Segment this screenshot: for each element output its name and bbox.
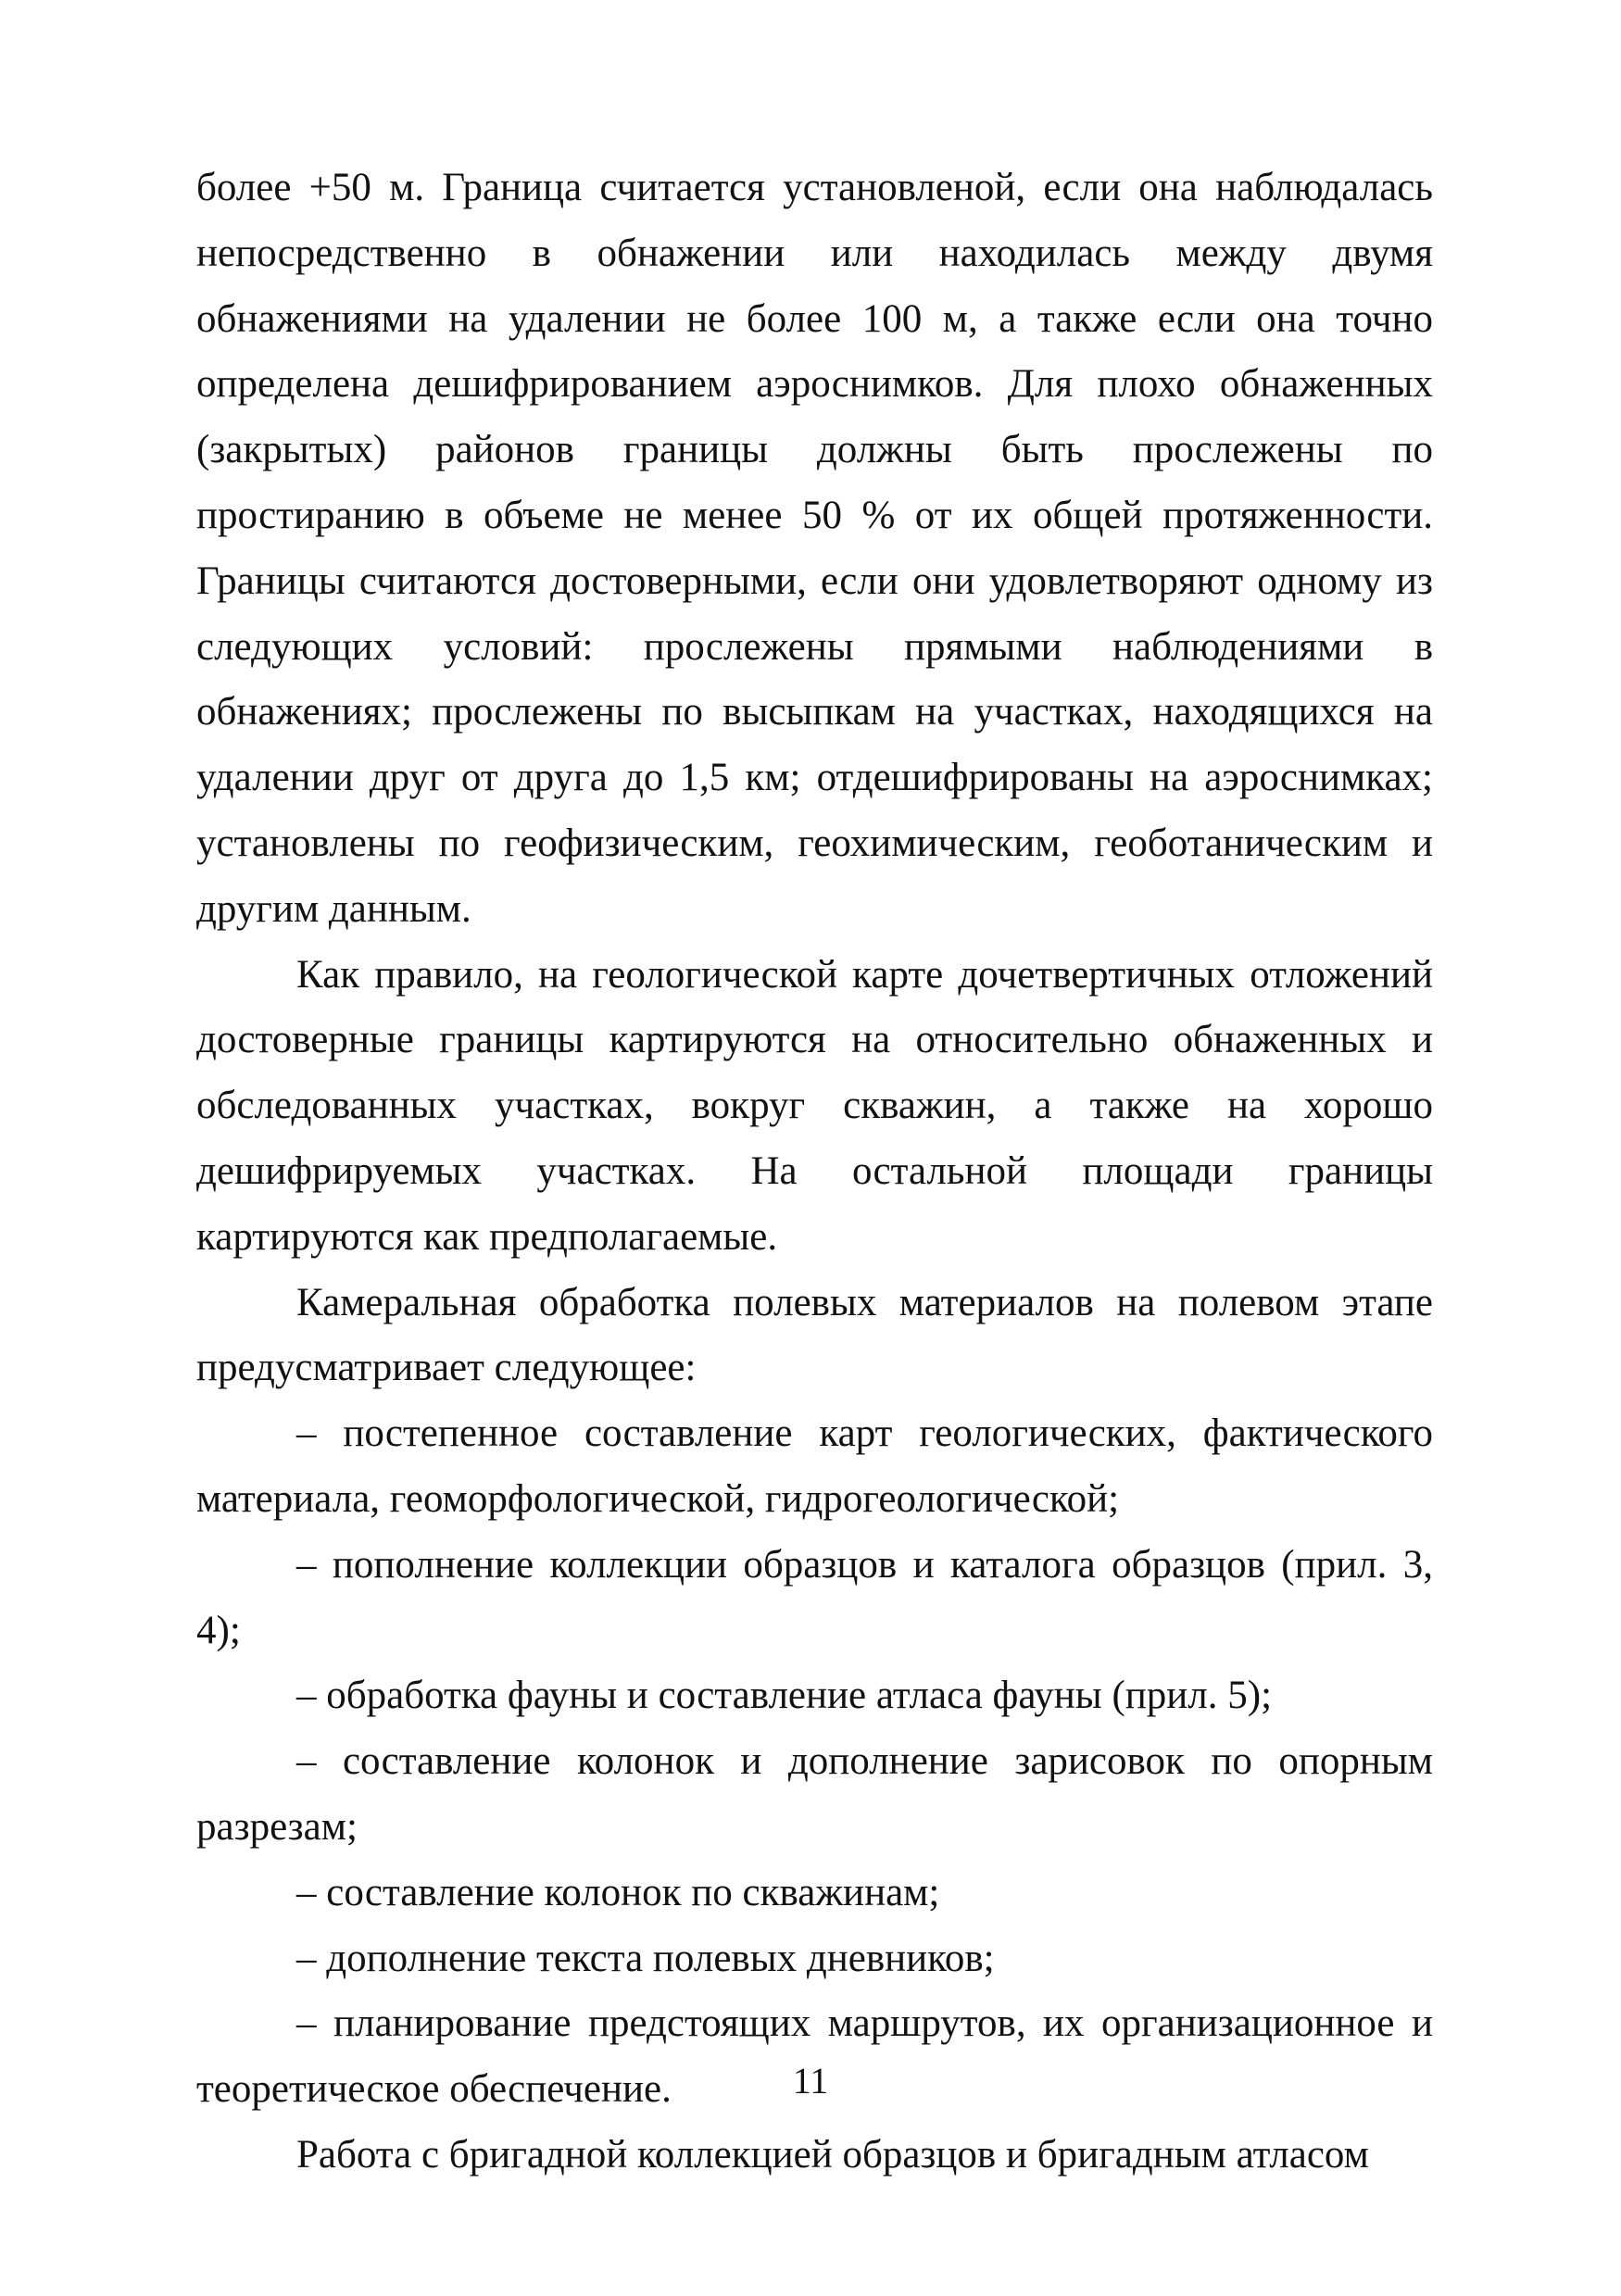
paragraph-team-collection: Работа с бригадной коллекцией образцов и бригадным атласом [296,2132,1369,2177]
list-item-map-compilation: – постепенное составление карт геологических, фактического материала, геоморфологической, гидрогеологической; [196,1411,1433,1521]
list-item-field-diaries: – дополнение текста полевых дневников; [296,1936,995,1980]
body-text [196,156,1433,2189]
paragraph-boundary-criteria: более +50 м. Граница считается установленой, если она наблюдалась непосредственно в обнажении или находилась между двумя обнажениями на удалении не более 100 м, а также если она точно определена дешифрированием аэроснимков. Для плохо обнаженных (закрытых) районов границы должны быть прослежены по простиранию в объеме не менее 50 % от их общей протяженности. Границы считаются достоверными, если они удовлетворяют одному из следующих условий: прослежены прямыми наблюдениями в обнажениях; прослежены по высыпкам на участках, находящихся на удалении друг от друга до 1,5 км; отдешифрированы на аэроснимках; установлены по геофизическим, геохимическим, геоботаническим и другим данным. [196,166,1433,931]
paragraph-map-boundaries: Как правило, на геологической карте дочетвертичных отложений достоверные границы картируются на относительно обнаженных и обследованных участках, вокруг скважин, а также на хорошо дешифрируемых участках. На остальной площади границы картируются как предполагаемые. [196,952,1433,1259]
paragraph-office-processing: Камеральная обработка полевых материалов на полевом этапе предусматривает следующее: [196,1280,1433,1390]
list-item-well-columns: – составление колонок по скважинам; [296,1870,940,1914]
page-number: 11 [792,2060,829,2102]
list-item-sample-collection: – пополнение коллекции образцов и каталога образцов (прил. 3, 4); [196,1542,1433,1652]
list-item-section-columns: – составление колонок и дополнение зарисовок по опорным разрезам; [196,1739,1433,1849]
list-item-fauna-atlas: – обработка фауны и составление атласа фауны (прил. 5); [296,1674,1273,1718]
list-item-route-planning: – планирование предстоящих маршрутов, их организационное и теоретическое обеспечение. [196,2001,1433,2112]
